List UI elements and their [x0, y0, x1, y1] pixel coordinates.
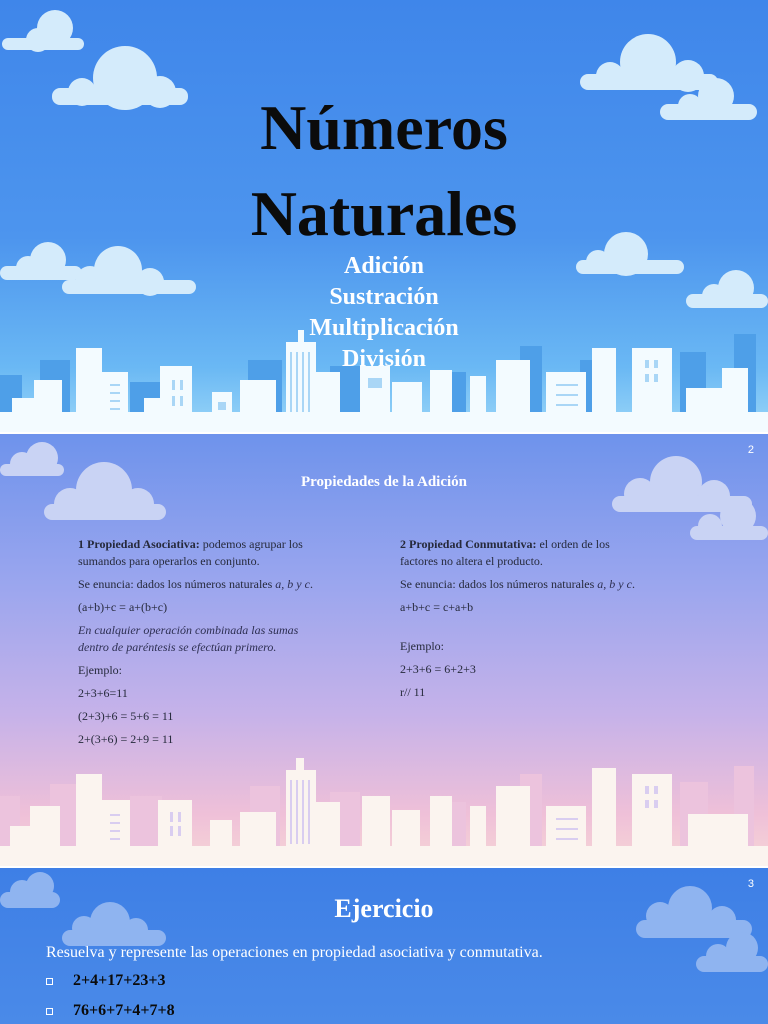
slide-heading: Propiedades de la Adición [301, 474, 467, 490]
associative-formula: (a+b)+c = a+(b+c) [78, 600, 168, 614]
exercise-item [46, 1002, 175, 1020]
slide-title-line1: Números [260, 92, 508, 163]
commutative-property-column: 2 Propiedad Conmutativa: el orden de los factores no altera el producto. Se enuncia: dados los números naturales a, b y c. a+b+c = c+a+b Ejemplo: 2+3+6 = 6+2+3 r// 11 [400, 536, 700, 707]
exercise-item-text: 76+6+7+4+7+8 [73, 1002, 175, 1019]
commutative-example-label: Ejemplo: [400, 639, 444, 653]
commutative-example-1: 2+3+6 = 6+2+3 [400, 662, 476, 676]
exercise-item [46, 972, 165, 990]
page-number: 3 [747, 878, 754, 890]
associative-definition: sumandos para operarlos en conjunto. [78, 554, 260, 568]
commutative-example-2: r// 11 [400, 685, 426, 699]
commutative-definition: factores no altera el producto. [400, 554, 543, 568]
cloud-icon [580, 34, 718, 92]
cloud-icon [2, 10, 84, 52]
slide-exercise [0, 868, 768, 1024]
associative-heading-text: podemos agrupar los [199, 537, 303, 551]
associative-example-2: (2+3)+6 = 5+6 = 11 [78, 709, 174, 723]
associative-heading: 1 Propiedad Asociativa: [78, 537, 200, 551]
slide-properties [0, 434, 768, 866]
slide-heading: Ejercicio [334, 894, 434, 923]
exercise-instruction: Resuelva y represente las operaciones en propiedad asociativa y conmutativa. [46, 944, 543, 961]
commutative-enuncia: Se enuncia: dados los números naturales [400, 577, 598, 591]
associative-enuncia: Se enuncia: dados los números naturales [78, 577, 276, 591]
exercise-item-text: 2+4+17+23+3 [73, 972, 166, 989]
cloud-icon [0, 442, 64, 476]
associative-property-column: 1 Propiedad Asociativa: podemos agrupar los sumandos para operarlos en conjunto. Se enuncia: dados los números naturales a, b y c. (a+b)+c = a+(b+c) En cualquier operación combinada las sumas dentro de paréntesis se efectúan primero. Ejemplo: 2+3+6=11 (2+3)+6 = 5+6 = 11 2+(3+6) = 2+9 = 11 [78, 536, 378, 754]
page-number: 2 [747, 444, 754, 456]
commutative-vars: a, b y c [597, 577, 632, 591]
slide-title-line2: Naturales [250, 178, 518, 249]
associative-note-1: En cualquier operación combinada las sumas [78, 623, 299, 637]
associative-example-3: 2+(3+6) = 2+9 = 11 [78, 732, 174, 746]
subtitle-addition: Adición [343, 253, 424, 279]
subtitle-division: División [341, 346, 427, 372]
slide-title [0, 0, 768, 432]
commutative-formula: a+b+c = c+a+b [400, 600, 474, 614]
subtitle-multiplication: Multiplicación [309, 315, 459, 341]
bullet-square-icon [46, 1008, 53, 1015]
subtitle-subtraction: Sustración [329, 284, 439, 310]
associative-vars: a, b y c [275, 577, 310, 591]
bullet-square-icon [46, 978, 53, 985]
associative-example-1: 2+3+6=11 [78, 686, 128, 700]
commutative-heading: 2 Propiedad Conmutativa: [400, 537, 537, 551]
associative-example-label: Ejemplo: [78, 663, 122, 677]
commutative-heading-text: el orden de los [536, 537, 610, 551]
associative-note-2: dentro de paréntesis se efectúan primero. [78, 640, 277, 654]
